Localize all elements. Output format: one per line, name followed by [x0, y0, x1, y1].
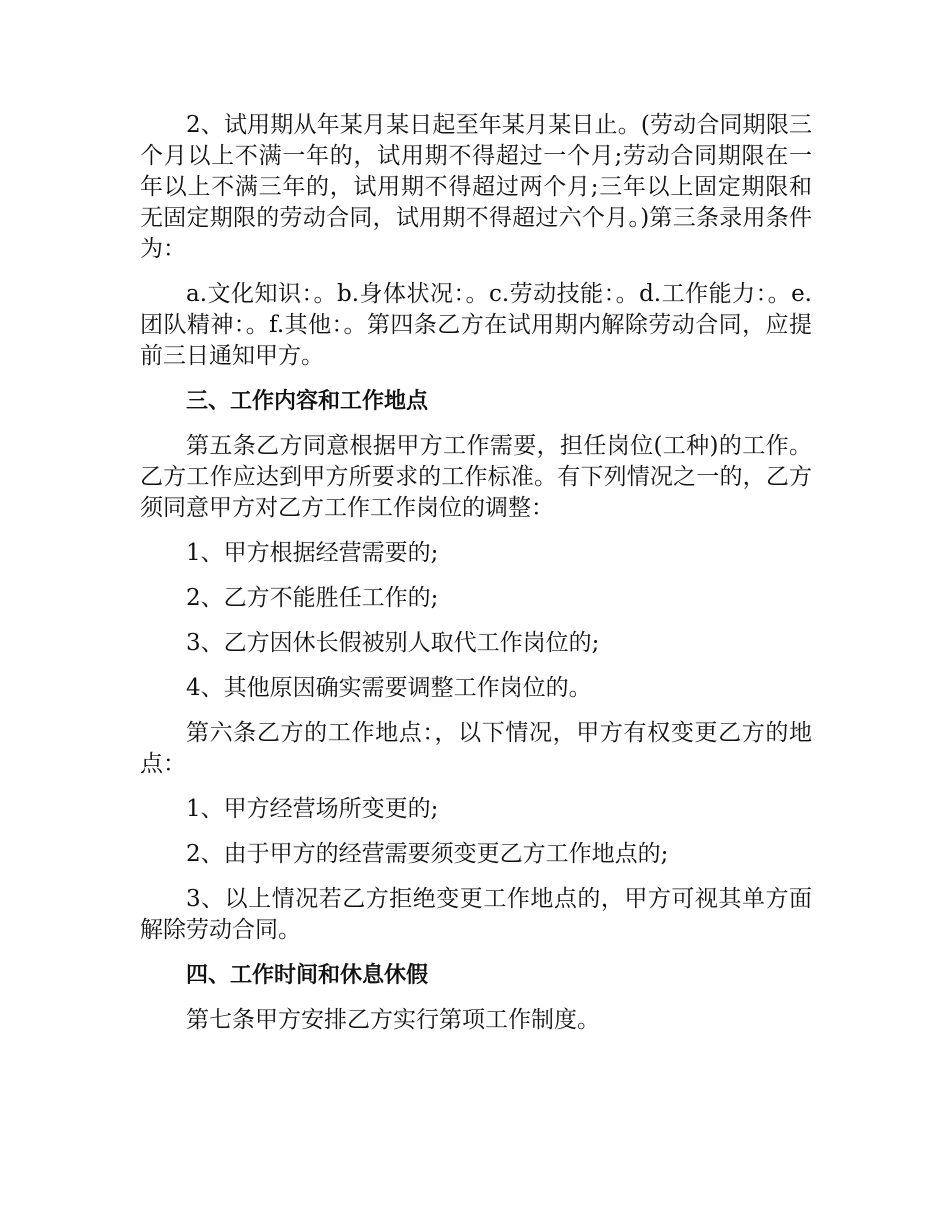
list-item: 3、乙方因休长假被别人取代工作岗位的; [186, 630, 600, 656]
paragraph-hiring-conditions: a.文化知识：。b.身体状况：。c.劳动技能：。d.工作能力：。e.团队精神：。f.其他：。第四条乙方在试用期内解除劳动合同，应提前三日通知甲方。 [140, 281, 812, 369]
list-item: 1、甲方根据经营需要的; [186, 540, 439, 566]
paragraph-probation-period: 2、试用期从年某月某日起至年某月某日止。(劳动合同期限三个月以上不满一年的，试用期不得超过一个月;劳动合同期限在一年以上不满三年的，试用期不得超过两个月;三年以上固定期限和无固定期限的劳动合同，试用期不得超过六个月。)第三条录用条件为： [140, 112, 812, 262]
list-item: 4、其他原因确实需要调整工作岗位的。 [186, 675, 592, 701]
list-item: 3、以上情况若乙方拒绝变更工作地点的，甲方可视其单方面解除劳动合同。 [140, 886, 812, 943]
paragraph-article-5: 第五条乙方同意根据甲方工作需要，担任岗位(工种)的工作。乙方工作应达到甲方所要求的工作标准。有下列情况之一的，乙方须同意甲方对乙方工作工作岗位的调整： [140, 433, 812, 521]
document-body [140, 110, 812, 1050]
section-heading-work-content: 三、工作内容和工作地点 [186, 389, 429, 414]
list-item: 1、甲方经营场所变更的; [186, 796, 439, 822]
paragraph-article-7: 第七条甲方安排乙方实行第项工作制度。 [186, 1007, 600, 1033]
list-item: 2、乙方不能胜任工作的; [186, 585, 439, 611]
section-heading-work-hours: 四、工作时间和休息休假 [186, 963, 429, 988]
paragraph-article-6: 第六条乙方的工作地点：，以下情况，甲方有权变更乙方的地点： [140, 720, 812, 777]
list-item: 2、由于甲方的经营需要须变更乙方工作地点的; [186, 841, 669, 867]
